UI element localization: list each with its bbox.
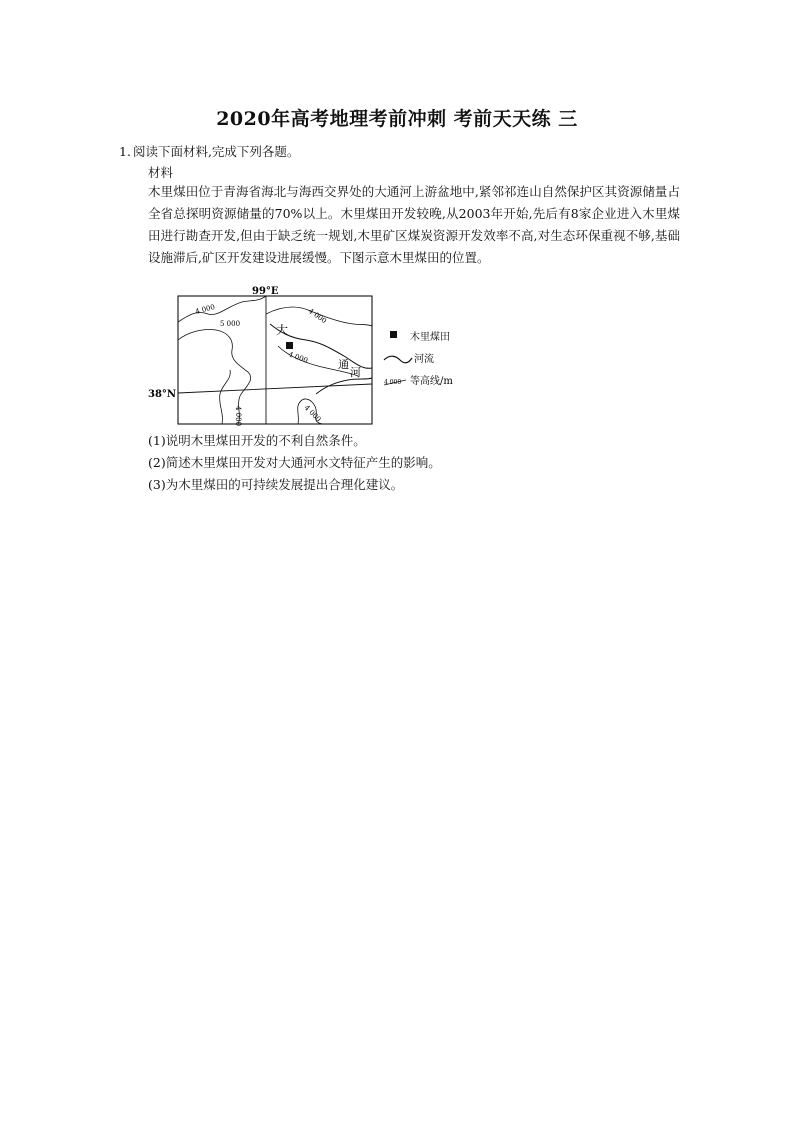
subquestion-2: (2)简述木里煤田开发对大通河水文特征产生的影响。 bbox=[148, 455, 441, 470]
parallel-38n bbox=[178, 384, 372, 393]
material-label: 材料 bbox=[148, 165, 174, 180]
subquestion-3: (3)为木里煤田的可持续发展提出合理化建议。 bbox=[148, 477, 404, 492]
page-title: 2020年高考地理考前冲刺 考前天天练 三 bbox=[216, 108, 578, 130]
subquestion-1: (1)说明木里煤田开发的不利自然条件。 bbox=[148, 433, 366, 448]
legend-contour-label: 等高线/m bbox=[410, 376, 453, 387]
question-header bbox=[119, 142, 299, 160]
legend-coalfield-icon bbox=[390, 331, 397, 338]
coalfield-marker bbox=[286, 342, 293, 349]
legend-coalfield-label: 木里煤田 bbox=[410, 332, 450, 343]
legend-contour-sample: 4 000 bbox=[384, 379, 402, 386]
coalfield-location-map bbox=[148, 284, 488, 430]
longitude-label: 99°E bbox=[252, 286, 279, 297]
river-label-he: 河 bbox=[350, 366, 361, 379]
legend-river-icon bbox=[384, 356, 412, 363]
contour-line-a bbox=[178, 296, 266, 322]
river-label-tong: 通 bbox=[338, 358, 349, 371]
question-number: 1. bbox=[119, 144, 131, 159]
contour-label: 5 000 bbox=[220, 320, 241, 328]
question-prompt: 阅读下面材料,完成下列各题。 bbox=[132, 144, 300, 159]
contour-label: 4 000 bbox=[287, 350, 309, 365]
river-label-da: 大 bbox=[276, 323, 289, 337]
material-paragraph: 木里煤田位于青海省海北与海西交界处的大通河上游盆地中,紧邻祁连山自然保护区其资源储量占全省总探明资源储量的70%以上。木里煤田开发较晚,从2003年开始,先后有8家企业进入木里煤田进行勘查开发,但由于缺乏统一规划,木里矿区煤炭资源开发效率不高,对生态环保重视不够,基础设施滞后,矿区开发建设进展缓慢。下图示意木里煤田的位置。 bbox=[148, 184, 680, 265]
contour-label: 4 000 bbox=[306, 307, 328, 326]
contour-label: 4 000 bbox=[194, 303, 216, 316]
legend-river-label: 河流 bbox=[414, 354, 434, 365]
contour-line-c bbox=[220, 370, 231, 424]
contour-label: 4 000 bbox=[234, 406, 242, 427]
contour-label: 4 000 bbox=[302, 403, 323, 424]
latitude-label: 38°N bbox=[148, 389, 177, 400]
